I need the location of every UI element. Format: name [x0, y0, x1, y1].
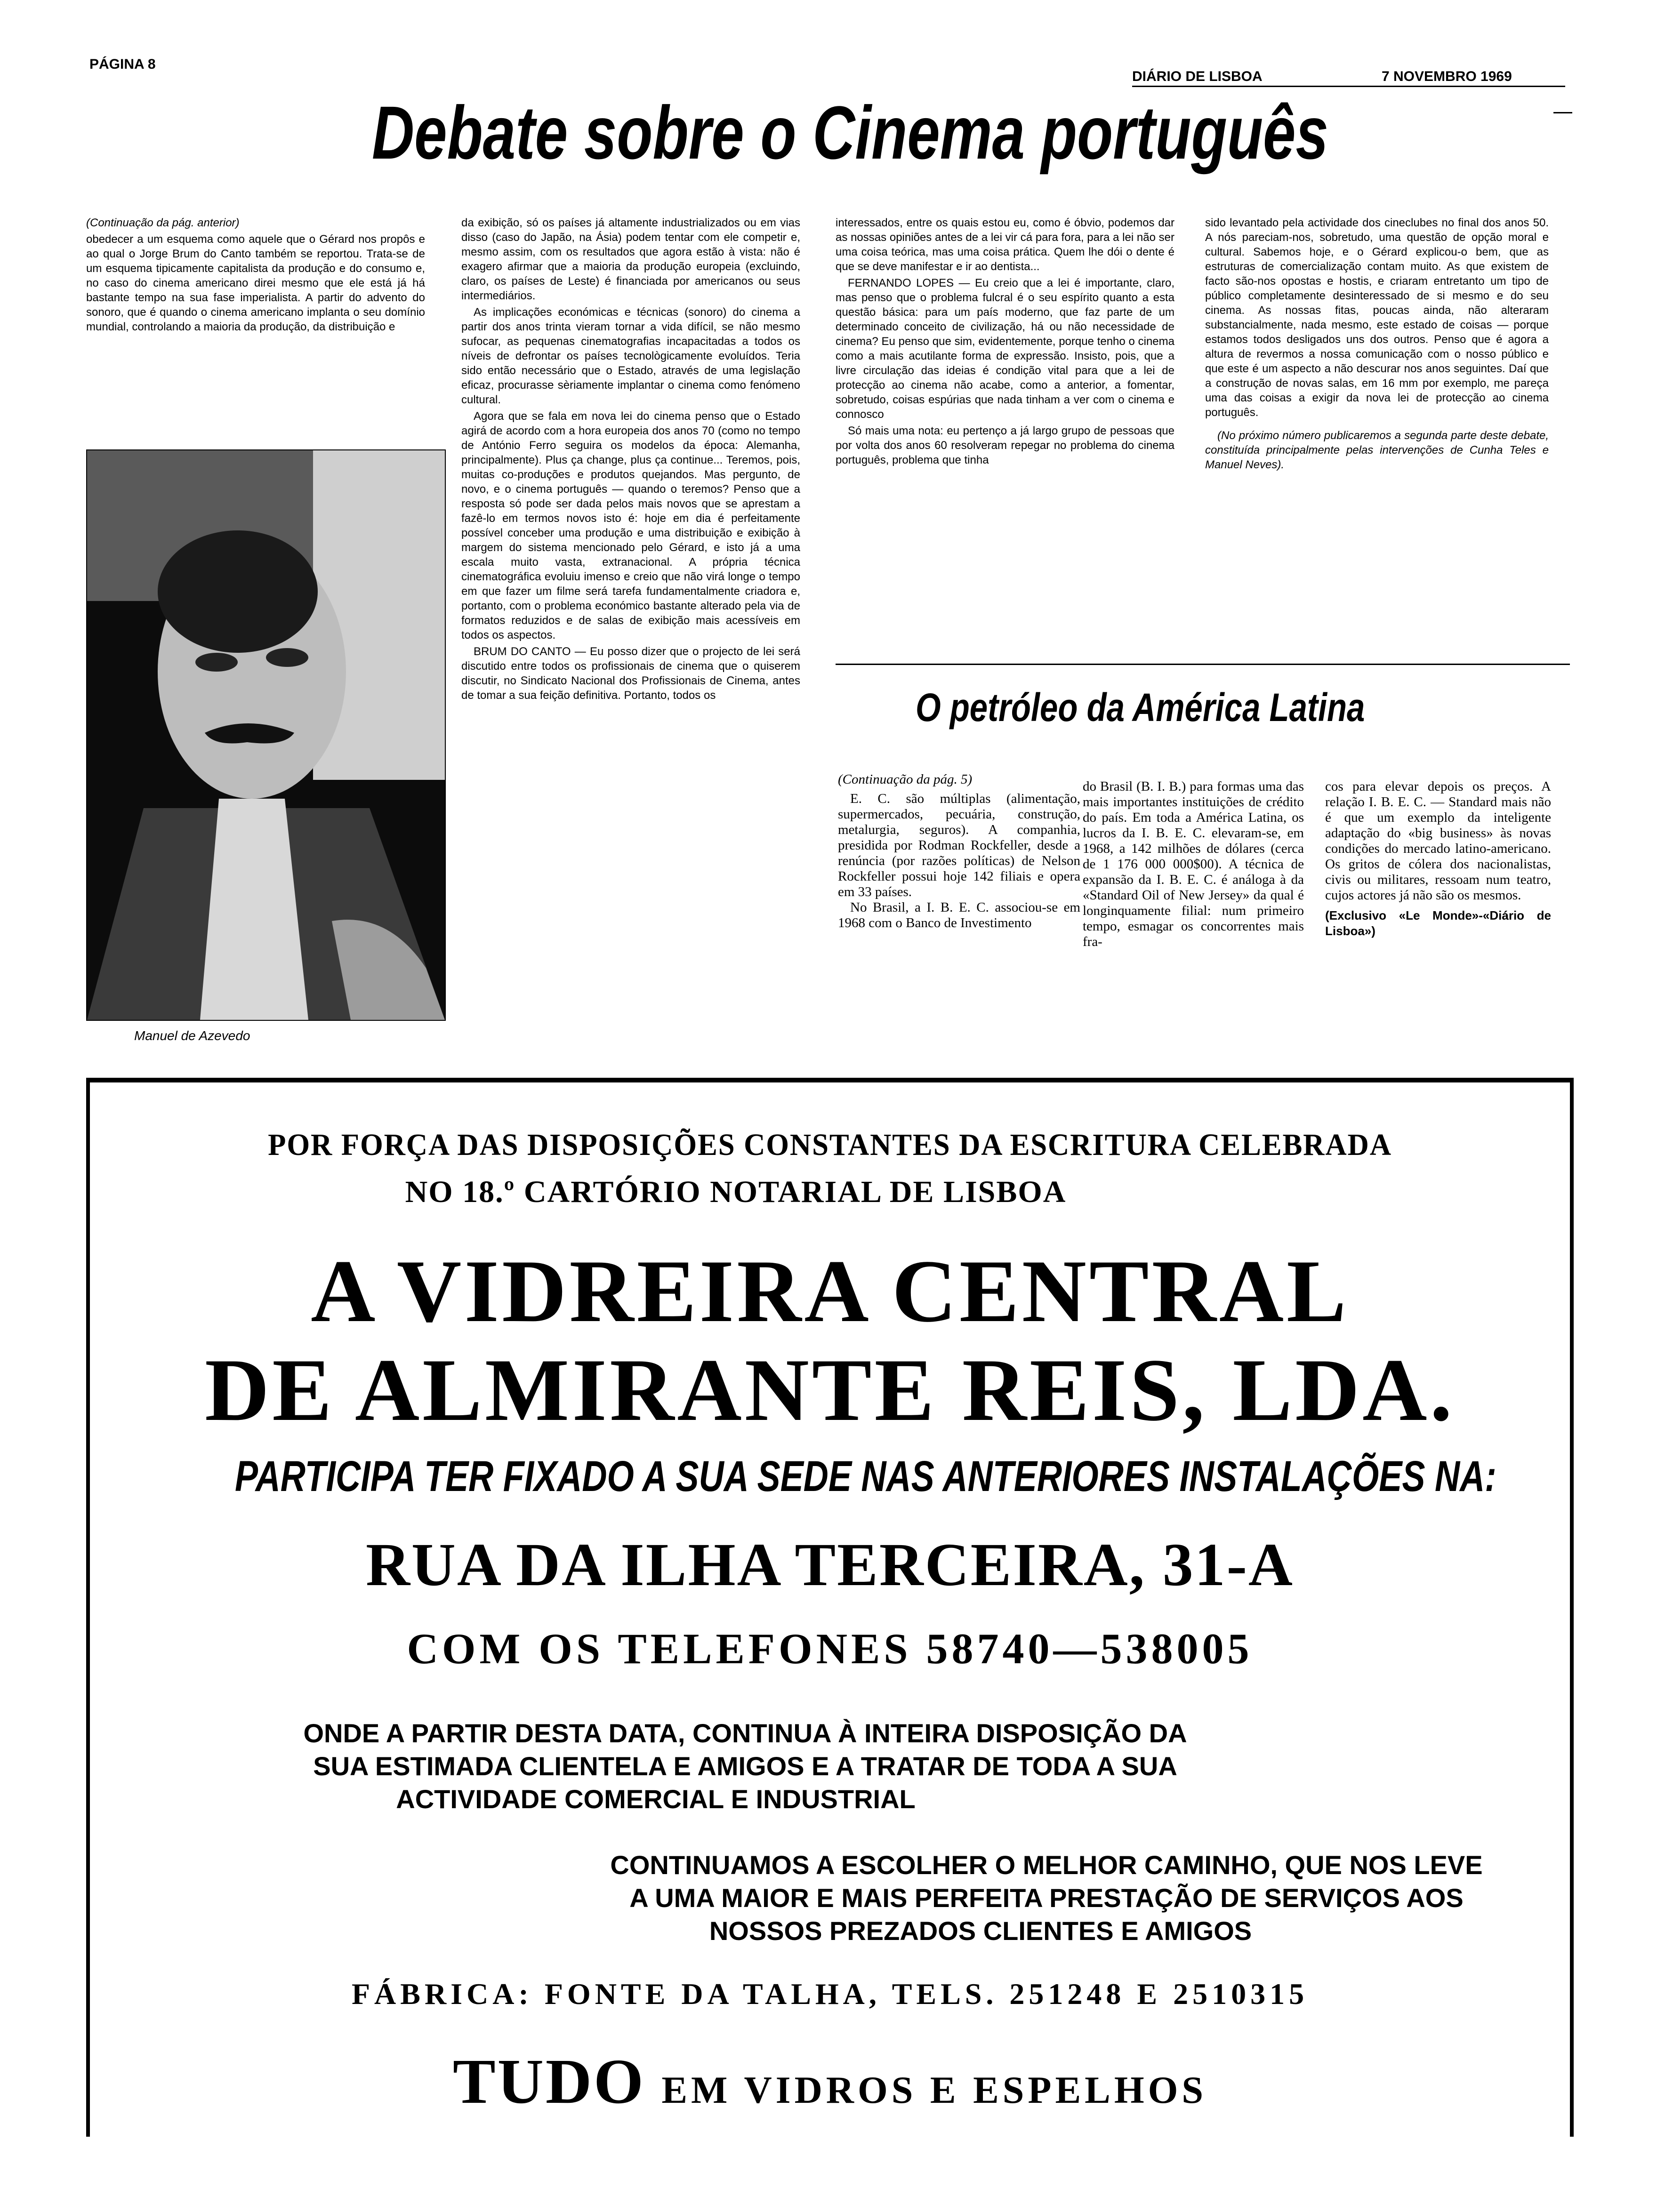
- article-column-4: [1205, 216, 1549, 474]
- paragraph: As implicações económicas e técnicas (sonoro) do cinema a partir dos anos trinta vieram tornar a vida difícil, se não mesmo sufocar, as pequenas cinematografias incapacitadas a todos os níveis de defrontar os países tecnològicamente evoluídos. Teria sido então necessário que o Estado, através de uma legislação eficaz, procurasse sèriamente implantar o cinema como fenómeno cultural.: [461, 306, 800, 406]
- article2-column-1: [838, 772, 1080, 931]
- phone-numbers: COM OS TELEFONES 58740—538005: [407, 1625, 1253, 1673]
- announcement-line: PARTICIPA TER FIXADO A SUA SEDE NAS ANTERIORES INSTALAÇÕES NA:: [235, 1452, 1496, 1500]
- ad-intro-line-1: POR FORÇA DAS DISPOSIÇÕES CONSTANTES DA ESCRITURA CELEBRADA: [268, 1128, 1392, 1162]
- photo-caption: Manuel de Azevedo: [134, 1028, 250, 1043]
- page-number: PÁGINA 8: [89, 56, 156, 72]
- article-column-2: [461, 216, 800, 705]
- article-column-1: [86, 216, 425, 336]
- paragraph: do Brasil (B. I. B.) para formas uma das mais importantes instituições de crédito do país. Em toda a América Latina, os lucros da I. B. E. C. elevaram-se, em 1968, a 142 milhões de dólares (cerca de 1 176 000 000$00). A técnica de expansão da I. B. E. C. é análoga à da «Standard Oil of New Jersey» da qual é longinquamente filial: num primeiro tempo, esmagar os concorrentes mais fra-: [1083, 779, 1304, 949]
- ad-paragraph-2-line-2: A UMA MAIOR E MAIS PERFEITA PRESTAÇÃO DE SERVIÇOS AOS: [629, 1883, 1464, 1913]
- portrait-photo: [86, 449, 446, 1021]
- speaker-name: FERNANDO LOPES —: [848, 277, 970, 289]
- ad-paragraph-1-line-1: ONDE A PARTIR DESTA DATA, CONTINUA À INTEIRA DISPOSIÇÃO DA: [303, 1718, 1187, 1748]
- ad-intro-line-2: NO 18.º CARTÓRIO NOTARIAL DE LISBOA: [405, 1175, 1067, 1209]
- newspaper-name: DIÁRIO DE LISBOA: [1132, 69, 1263, 84]
- ad-paragraph-1-line-3: ACTIVIDADE COMERCIAL E INDUSTRIAL: [396, 1784, 916, 1814]
- header-rule: [1132, 86, 1565, 87]
- slogan: [86, 2045, 1574, 2118]
- source-credit: (Exclusivo «Le Monde»-«Diário de Lisboa»): [1325, 908, 1551, 938]
- margin-mark: [1553, 112, 1572, 113]
- paragraph: Só mais uma nota: eu pertenço a já largo grupo de pessoas que por volta dos anos 60 resolveram repegar no problema do cinema português, problema que tinha: [836, 425, 1174, 466]
- slogan-text: EM VIDROS E ESPELHOS: [661, 2068, 1207, 2111]
- speaker-name: BRUM DO CANTO —: [474, 645, 586, 658]
- paragraph: E. C. são múltiplas (alimentação, supermercados, pecuária, construção, metalurgia, seguros). A companhia, presidida por Rodman Rockfeller, desde a renúncia (por razões políticas) de Nelson Rockfeller possui hoje 142 filiais e opera em 33 países.: [838, 791, 1080, 899]
- continuation-note: (Continuação da pág. 5): [838, 772, 973, 787]
- issue-date: 7 NOVEMBRO 1969: [1382, 69, 1512, 84]
- new-address: RUA DA ILHA TERCEIRA, 31-A: [366, 1531, 1294, 1599]
- slogan-emphasis: TUDO: [452, 2046, 645, 2117]
- paragraph: da exibição, só os países já altamente industrializados ou em vias disso (caso do Japão, na Ásia) podem tentar com ele competir e, mesmo assim, com os resultados que agora estão à vista: não é exagero afirmar que a maioria da produção europeia (excluindo, claro, os países de Leste) é financiada por americanos ou seus intermediários.: [461, 216, 800, 302]
- article-title: Debate sobre o Cinema português: [372, 90, 1328, 175]
- article2-column-2: [1083, 779, 1304, 950]
- ad-paragraph-1-line-2: SUA ESTIMADA CLIENTELA E AMIGOS E A TRATAR DE TODA A SUA: [313, 1751, 1177, 1781]
- advertisement: [86, 1080, 1574, 2134]
- portrait-illustration: [87, 450, 445, 1020]
- paragraph: [461, 644, 800, 703]
- editor-note: (No próximo número publicaremos a segunda parte deste debate, constituída principalmente pelas intervenções de Cunha Teles e Manuel Neves).: [1205, 429, 1549, 471]
- factory-info: FÁBRICA: FONTE DA TALHA, TELS. 251248 E 2510315: [351, 1977, 1309, 2011]
- article-column-3: [836, 216, 1174, 469]
- paragraph: [836, 276, 1174, 422]
- paragraph: No Brasil, a I. B. E. C. associou-se em 1968 com o Banco de Investimento: [838, 900, 1080, 930]
- ad-left-rule: [86, 1078, 90, 2137]
- company-name-line-1: A VIDREIRA CENTRAL: [311, 1242, 1349, 1341]
- speech-text: Eu posso dizer que o projecto de lei será discutido entre todos os profissionais de cinema que o quiserem discutir, no Sindicato Nacional dos Profissionais de Cinema, antes de tomar a sua feição definitiva. Portanto, todos os: [461, 645, 800, 702]
- ad-paragraph-2-line-3: NOSSOS PREZADOS CLIENTES E AMIGOS: [709, 1916, 1252, 1946]
- article2-column-3: [1325, 779, 1551, 939]
- section-divider: [836, 664, 1570, 665]
- paragraph: cos para elevar depois os preços. A relação I. B. E. C. — Standard mais não é que um exemplo da inteligente adaptação do «big business» às novas condições do mercado latino-americano. Os gritos de cólera dos nacionalistas, civis ou militares, ressoam num teatro, cujos actores já não são os mesmos.: [1325, 779, 1551, 903]
- article2-title: O petróleo da América Latina: [916, 685, 1365, 729]
- paragraph: sido levantado pela actividade dos cineclubes no final dos anos 50. A nós pareciam-nos, sobretudo, uma questão de opção moral e cultural. Sabemos hoje, e o Gérard explicou-o bem, que as estruturas de comercialização contam muito. As que existem de facto são-nos opostas e hostis, e criaram entretanto um tipo de público completamente desinteressado de si mesmo e do seu cinema. As nossas fitas, poucas ainda, não alteraram substancialmente, nada mesmo, este estado de coisas — porque estamos todos desligados uns dos outros. Penso que é agora a altura de revermos a nossa comunicação com o nosso público e que este é um aspecto a não descurar nos anos seguintes. Daí que a construção de novas salas, em 16 mm por exemplo, me pareça uma das coisas a exigir da nova lei de protecção ao cinema português.: [1205, 216, 1549, 419]
- ad-right-rule: [1570, 1078, 1574, 2137]
- continuation-note: (Continuação da pág. anterior): [86, 216, 240, 229]
- company-name-line-2: DE ALMIRANTE REIS, LDA.: [205, 1341, 1455, 1440]
- paragraph: obedecer a um esquema como aquele que o Gérard nos propôs e ao qual o Jorge Brum do Canto também se reportou. Trata-se de um esquema tipicamente capitalista da produção e do consumo e, no caso do cinema americano direi mesmo que ele está já há bastante tempo na sua fase imperialista. A partir do advento do sonoro, que é quando o cinema americano implanta o seu domínio mundial, controlando a maioria da produção, da distribuição e: [86, 233, 425, 333]
- speech-text: Eu creio que a lei é importante, claro, mas penso que o problema fulcral é o seu espírito quanto a esta questão básica: para um país moderno, que faz parte de um determinado conceito de civilização, há ou não necessidade de cinema? Eu penso que sim, evidentemente, porque tenho o cinema como a mais acutilante forma de expressão. Insisto, pois, que a livre circulação das ideias é condição vital para que a lei de protecção ao cinema não acabe, como a anterior, a fomentar, sobretudo, coisas espúrias que nada tinham a ver com o cinema e connosco: [836, 277, 1174, 421]
- ad-paragraph-2-line-1: CONTINUAMOS A ESCOLHER O MELHOR CAMINHO, QUE NOS LEVE: [610, 1850, 1483, 1880]
- paragraph: Agora que se fala em nova lei do cinema penso que o Estado agirá de acordo com a hora europeia dos anos 70 (como no tempo de António Ferro seguira os modelos da época: Alemanha, principalmente). Plus ça change, plus ça continue... Teremos, pois, muitas co-produções e produtos quejandos. Mas pergunto, de novo, e o cinema português — quando o teremos? Penso que a resposta só pode ser dada pelos mais novos que se aprestam a fazê-lo em termos novos isto é: hoje em dia é perfeitamente possível conceber uma produção e uma distribuição e exibição à margem do sistema mencionado pelo Gérard, e isto já a uma escala muito vasta, extranacional. A própria técnica cinematográfica evoluiu imenso e creio que não virá longe o tempo em que fazer um filme será tarefa fundamentalmente criadora e, portanto, com o problema económico bastante alterado pela via de formatos reduzidos e de salas de exibição mais acessíveis em todos os aspectos.: [461, 410, 800, 641]
- paragraph: interessados, entre os quais estou eu, como é óbvio, podemos dar as nossas opiniões antes de a lei vir cá para fora, para a lei não ser uma coisa teórica, mas uma coisa prática. Quem lhe dói o dente é que se deve manifestar e ir ao dentista...: [836, 216, 1174, 273]
